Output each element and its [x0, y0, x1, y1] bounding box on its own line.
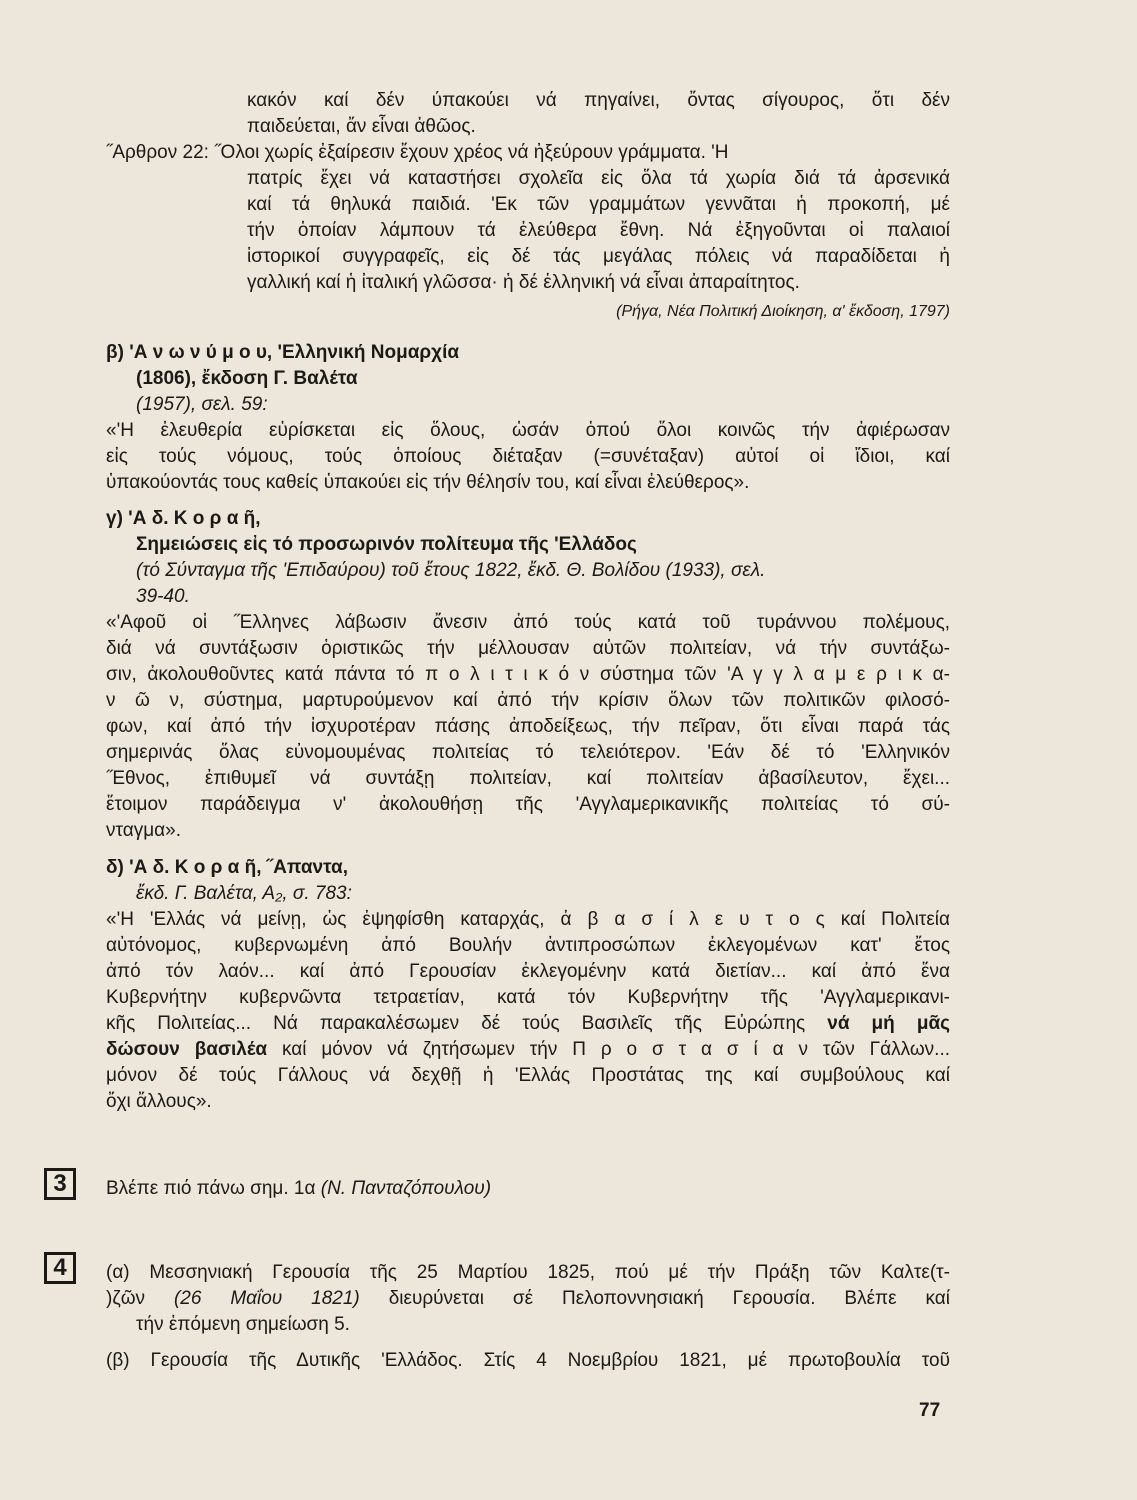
section-d-quote-line: Κυβερνήτην κυβερνῶντα τετραετίαν, κατά τόν Κυβερνήτην τῆς 'Αγγλαμερικανι- [106, 987, 950, 1008]
section-d-quote-text: κῆς Πολιτείας... Νά παρακαλέσωμεν δέ τούς Βασιλεῖς τῆς Εὐρώπης [106, 1013, 806, 1034]
section-b-quote-line: «'Η ἐλευθερία εὑρίσκεται εἰς ὅλους, ὡσάν ὁπού ὅλοι κοινῶς τήν ἀφιέρωσαν [106, 420, 950, 441]
note-4-a-line-1: (α) Μεσσηνιακή Γερουσία τῆς 25 Μαρτίου 1825, πού μέ τήν Πράξη τῶν Καλτε(τ- [106, 1262, 950, 1283]
section-d-quote-line: «'Η 'Ελλάς νά μείνῃ, ὡς ἐψηφίσθη καταρχάς, ἀ β α σ ί λ ε υ τ ο ς καί Πολιτεία [106, 909, 950, 930]
note-4-number-box: 4 [44, 1252, 76, 1284]
note-4-text: )ζῶν [106, 1288, 146, 1309]
page-number: 77 [919, 1400, 941, 1421]
note-3-number-box: 3 [44, 1168, 76, 1200]
section-c-quote-line: ἕτοιμον παράδειγμα ν' ἀκολουθήσῃ τῆς 'Αγγλαμερικανικῆς πολιτείας τό σύ- [106, 794, 950, 815]
note-4-text: διευρύνεται σέ Πελοποννησιακή Γερουσία. Βλέπε καί [388, 1288, 951, 1309]
section-c-reference: (τό Σύνταγμα τῆς 'Επιδαύρου) τοῦ ἔτους 1822, ἔκδ. Θ. Βολίδου (1933), σελ. [136, 560, 766, 581]
section-c-quote-line: φων, καί ἀπό τήν ἰσχυροτέραν πάσης ἀποδείξεως, τήν πεῖραν, ὅτι εἶναι παρά τάς [106, 716, 950, 737]
section-c-quote-line: σιν, ἀκολουθοῦντες κατά πάντα τό π ο λ ι τ ι κ ό ν σύστημα τῶν 'Α γ γ λ α μ ε ρ ι κ α- [106, 664, 950, 685]
section-d-reference: ἔκδ. Γ. Βαλέτα, Α₂, σ. 783: [136, 883, 352, 904]
rhigas-line-2: παιδεύεται, ἄν εἶναι ἀθῶος. [247, 116, 476, 137]
section-d-quote-text: καί μόνον νά ζητήσωμεν τήν Π ρ ο σ τ α σ ί α ν τῶν Γάλλων... [281, 1039, 951, 1060]
article-22-label: ˝Αρθρον 22: [106, 142, 209, 163]
section-b-heading-2: (1806), ἔκδοση Γ. Βαλέτα [136, 368, 358, 389]
article-22-line: τήν ὁποίαν λάμπουν τά ἐλεύθερα ἔθνη. Νά ἐξηγοῦνται οἱ παλαιοί [247, 220, 950, 241]
note-4-date: (26 Μαΐου 1821) [173, 1288, 360, 1309]
section-d-emphasis: νά μή μᾶς [827, 1013, 951, 1034]
rhigas-line-1: κακόν καί δέν ύπακούει νά πηγαίνει, ὄντας σίγουρος, ὅτι δέν [247, 90, 950, 111]
article-22-text: ˝Ολοι χωρίς ἐξαίρεσιν ἔχουν χρέος νά ἠξεύρουν γράμματα. 'Η [214, 142, 729, 163]
section-d-work: ˝Απαντα, [266, 857, 349, 878]
note-4-a-line-3: τήν ἑπόμενη σημείωση 5. [136, 1314, 350, 1335]
article-22-first-line [106, 140, 950, 166]
section-c-heading: γ) 'Α δ. Κ ο ρ α ῆ, [106, 508, 261, 529]
section-c-quote-end: νταγμα». [106, 820, 181, 841]
section-d-heading [106, 855, 348, 881]
section-d-quote-line: αὐτόνομος, κυβερνωμένη ἀπό Βουλήν ἀντιπροσώπων ἐκλεγομένων κατ' ἔτος [106, 935, 950, 956]
section-c-quote-line: σημερινάς ὅλας εὐνομουμένας πολιτείας τό τελειότερον. 'Εάν δέ τό 'Ελληνικόν [106, 742, 950, 763]
article-22-line: καί τά θηλυκά παιδιά. 'Εκ τῶν γραμμάτων γεννᾶται ἡ προκοπή, μέ [247, 194, 950, 215]
note-3-author: (Ν. Πανταζόπουλου) [320, 1178, 492, 1199]
source-citation: (Ρήγα, Νέα Πολιτική Διοίκηση, α' ἔκδοση, 1797) [616, 303, 950, 320]
section-c-title: Σημειώσεις εἰς τό προσωρινόν πολίτευμα τῆς 'Ελλάδος [136, 534, 637, 555]
article-22-line: γαλλική καί ἡ ἰταλική γλῶσσα· ἡ δέ ἑλληνική νά εἶναι ἀπαραίτητος. [247, 272, 800, 293]
note-4-a-line-2 [106, 1286, 950, 1312]
section-c-quote-line: ν ῶ ν, σύστημα, μαρτυρούμενον καί ἀπό τήν κρίσιν ὅλων τῶν πολιτικῶν φιλοσό- [106, 690, 950, 711]
section-b-quote-line: ὑπακούοντάς τους καθείς ὑπακούει εἰς τήν θέλησίν του, καί εἶναι ἐλεύθερος». [106, 472, 750, 493]
section-d-quote-line [106, 1011, 950, 1037]
article-22-line: πατρίς ἔχει νά καταστήσει σχολεῖα εἰς ὅλα τά χωρία διά τά ἀρσενικά [247, 168, 950, 189]
section-b-heading: β) 'Α ν ω ν ύ μ ο υ, 'Ελληνική Νομαρχία [106, 342, 460, 363]
section-c-quote-line: διά νά συντάξωσιν ὁριστικῶς τήν μέλλουσαν αὐτῶν πολιτείαν, νά τήν συντάξω- [106, 638, 950, 659]
section-c-quote-line: ˝Εθνος, ἐπιθυμεῖ νά συντάξῃ πολιτείαν, καί πολιτείαν ἀβασίλευτον, ἔχει... [106, 768, 950, 789]
section-d-quote-line: ἀπό τόν λαόν... καί ἀπό Γερουσίαν ἐκλεγομένην κατά διετίαν... καί ἀπό ἕνα [106, 961, 950, 982]
section-b-quote-line: εἰς τούς νόμους, τούς ὁποίους διέταξαν (=συνέταξαν) αὐτοί οἱ ἴδιοι, καί [106, 446, 950, 467]
section-d-quote-line: ὄχι ἄλλους». [106, 1091, 212, 1112]
section-d-emphasis: δώσουν βασιλέα [106, 1039, 268, 1060]
section-d-author: δ) 'Α δ. Κ ο ρ α ῆ, [106, 857, 262, 878]
section-c-reference-2: 39-40. [136, 586, 190, 607]
section-d-quote-line [106, 1037, 950, 1063]
note-4-b-line-1: (β) Γερουσία τῆς Δυτικῆς 'Ελλάδος. Στίς 4 Νοεμβρίου 1821, μέ πρωτοβουλία τοῦ [106, 1350, 950, 1371]
note-3-reference: Βλέπε πιό πάνω σημ. 1α [106, 1178, 316, 1199]
section-b-reference: (1957), σελ. 59: [136, 394, 268, 415]
note-3-text [106, 1176, 491, 1202]
section-c-quote-line: «'Αφοῦ οἱ ˝Ελληνες λάβωσιν ἄνεσιν ἀπό τούς κατά τοῦ τυράννου πολέμους, [106, 612, 950, 633]
article-22-line: ἱστορικοί συγγραφεῖς, εἰς δέ τάς μεγάλας πόλεις νά παραδίδεται ἡ [247, 246, 950, 267]
section-d-quote-line: μόνον δέ τούς Γάλλους νά δεχθῇ ἡ 'Ελλάς Προστάτας της καί συμβούλους καί [106, 1065, 950, 1086]
